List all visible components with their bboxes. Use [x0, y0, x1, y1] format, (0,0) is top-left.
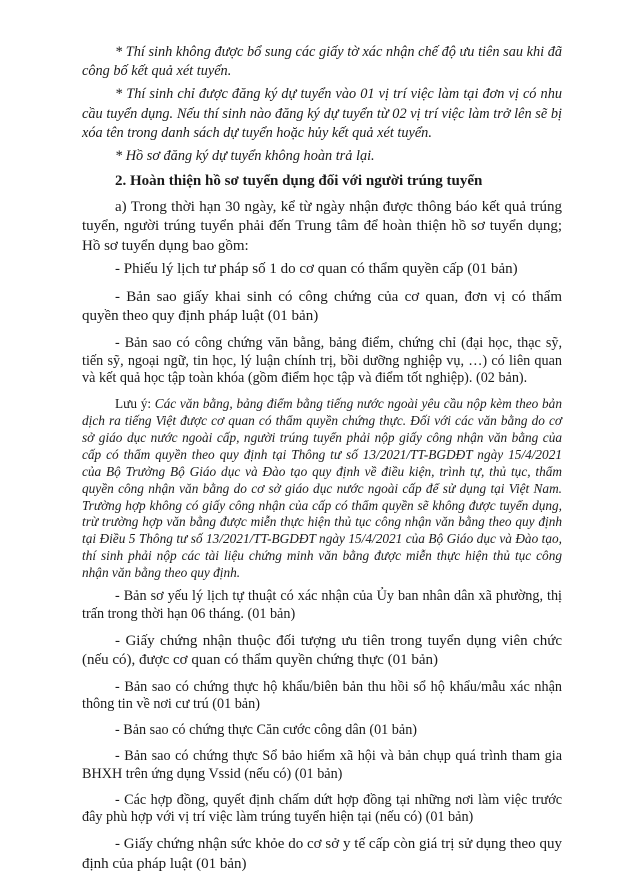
- list-item-resume: - Bản sơ yếu lý lịch tự thuật có xác nhận của Ủy ban nhân dân xã phường, thị trấn trong thời hạn 06 tháng. (01 bản): [82, 588, 562, 622]
- note-no-return: * Hồ sơ đăng ký dự tuyển không hoàn trả lại.: [115, 148, 375, 165]
- diploma-note: [82, 396, 562, 582]
- list-item-diplomas: - Bản sao có công chứng văn bằng, bảng điểm, chứng chỉ (đại học, thạc sỹ, tiến sỹ, ngoại ngữ, tin học, lý luận chính trị, bồi dưỡng nghiệp vụ, …) có liên quan và kết quả học tập toàn khóa (gồm điểm học tập và điểm tốt nghiệp). (02 bản).: [82, 334, 562, 387]
- list-item-residence: - Bản sao có chứng thực hộ khẩu/biên bản thu hồi sổ hộ khẩu/mẫu xác nhận thông tin về nơi cư trú (01 bản): [82, 678, 562, 713]
- list-item-priority-certificate: - Giấy chứng nhận thuộc đối tượng ưu tiên trong tuyển dụng viên chức (nếu có), được cơ quan có thẩm quyền chứng thực (01 bản): [82, 632, 562, 669]
- list-item-health-certificate: - Giấy chứng nhận sức khỏe do cơ sở y tế cấp còn giá trị sử dụng theo quy định của pháp luật (01 bản): [82, 836, 562, 872]
- note-label: Lưu ý:: [115, 396, 152, 412]
- list-item-citizen-id: - Bản sao có chứng thực Căn cước công dân (01 bản): [115, 722, 418, 739]
- section-heading: 2. Hoàn thiện hồ sơ tuyển dụng đối với người trúng tuyển: [115, 173, 483, 190]
- list-item-criminal-record: - Phiếu lý lịch tư pháp số 1 do cơ quan có thẩm quyền cấp (01 bản): [115, 261, 518, 278]
- note-text: Các văn bằng, bảng điểm bằng tiếng nước ngoài yêu cầu nộp kèm theo bản dịch ra tiếng Việt được cơ quan có thẩm quyền chứng thực. Đối với các văn bằng do cơ sở giáo dục nước ngoài cấp, người trúng tuyển phải nộp giấy công nhận văn bằng của cấp có thẩm quyền theo quy định tại Thông tư số 13/2021/TT-BGDĐT ngày 15/4/2021 của Bộ Trưởng Bộ Giáo dục và Đào tạo quy định về điều kiện, trình tự, thủ tục, thẩm quyền công nhận văn bằng do cơ sở giáo dục nước ngoài cấp để sử dụng tại Việt Nam. Trường hợp không có giấy công nhận của cấp có thẩm quyền sẽ không được tuyển dụng, trừ trường hợp văn bằng được miễn thực hiện thủ tục công nhận văn bằng theo quy định tại Điều 5 Thông tư số 13/2021/TT-BGDĐT ngày 15/4/2021 của Bộ Giáo dục và Đào tạo, thí sinh phải nộp các tài liệu chứng minh văn bằng được miễn thực hiện thủ tục công nhận văn bằng theo quy định.: [82, 396, 562, 581]
- note-single-position: * Thí sinh chỉ được đăng ký dự tuyển vào 01 vị trí việc làm tại đơn vị có nhu cầu tuyển dụng. Nếu thí sinh nào đăng ký dự tuyển từ 02 vị trí việc làm trở lên sẽ bị xóa tên trong danh sách dự tuyển hoặc hủy kết quả xét tuyển.: [82, 86, 562, 141]
- list-item-birth-certificate: - Bản sao giấy khai sinh có công chứng của cơ quan, đơn vị có thẩm quyền theo quy định pháp luật (01 bản): [82, 288, 562, 325]
- list-item-social-insurance: - Bản sao có chứng thực Sổ bảo hiểm xã hội và bản chụp quá trình tham gia BHXH trên ứng dụng Vssid (nếu có) (01 bản): [82, 748, 562, 782]
- section-intro: a) Trong thời hạn 30 ngày, kể từ ngày nhận được thông báo kết quả trúng tuyển, người trúng tuyển phải đến Trung tâm để hoàn thiện hồ sơ tuyển dụng; Hồ sơ tuyển dụng bao gồm:: [82, 198, 562, 254]
- note-no-supplement: * Thí sinh không được bổ sung các giấy tờ xác nhận chế độ ưu tiên sau khi đã công bố kết quả xét tuyển.: [82, 44, 562, 80]
- list-item-contracts: - Các hợp đồng, quyết định chấm dứt hợp đồng tại những nơi làm việc trước đây phù hợp với vị trí việc làm trúng tuyển hiện tại (nếu có) (01 bản): [82, 791, 562, 826]
